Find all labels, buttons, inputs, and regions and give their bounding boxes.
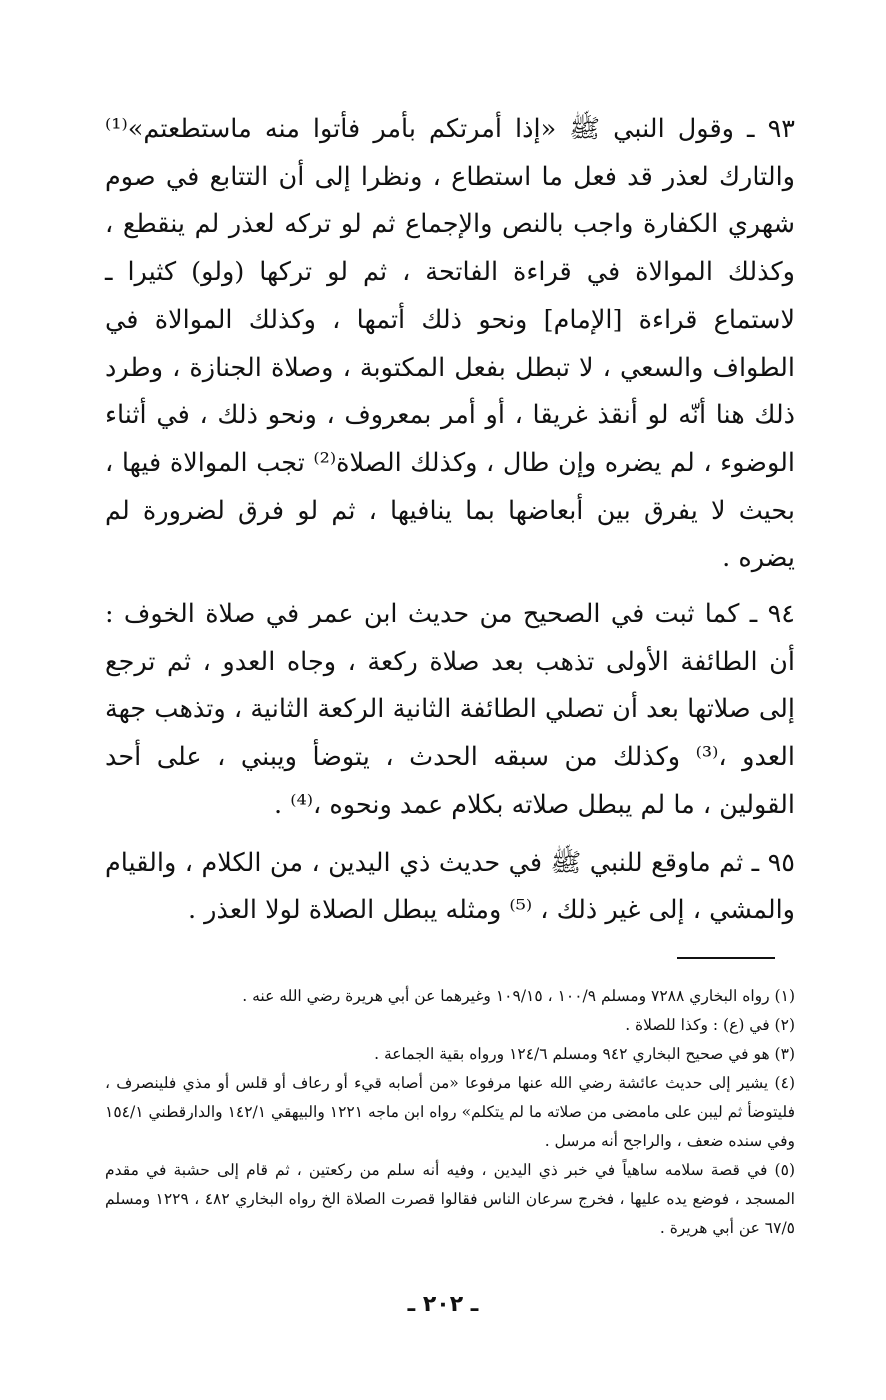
paragraph-93: ٩٣ ـ وقول النبي ﷺ «إذا أمرتكم بأمر فأتوا منه ماستطعتم»⁽¹⁾ والتارك لعذر قد فعل ما استطاع ، ونظرا إلى أن التتابع في صوم شهري الكفارة واجب بالنص والإجماع ثم لو تركه لعذر لم ينقطع ، وكذلك الموالاة في قراءة الفاتحة ، ثم لو تركها (ولو) كثيرا ـ لاستماع قراءة [الإمام] ونحو ذلك أتمها ، وكذلك الموالاة في الطواف والسعي ، لا تبطل بفعل المكتوبة ، وصلاة الجنازة ، وطرد ذلك هنا أنّه لو أنقذ غريقا ، أو أمر بمعروف ، ونحو ذلك ، في أثناء الوضوء ، لم يضره وإن طال ، وكذلك الصلاة⁽²⁾ تجب الموالاة فيها ، بحيث لا يفرق بين أبعاضها بما ينافيها ، ثم لو فرق لضرورة لم يضره . xyxy=(105,114,795,574)
paragraph-94: ٩٤ ـ كما ثبت في الصحيح من حديث ابن عمر في صلاة الخوف : أن الطائفة الأولى تذهب بعد صلاة ركعة ، وجاه العدو ، ثم ترجع إلى صلاتها بعد أن تصلي الطائفة الثانية الركعة الثانية ، وتذهب جهة العدو ،⁽³⁾ وكذلك من سبقه الحدث ، يتوضأ ويبني ، على أحد القولين ، ما لم يبطل صلاته بكلام عمد ونحوه ،⁽⁴⁾ . xyxy=(105,599,795,820)
page-number: ـ ٢٠٢ ـ xyxy=(407,1292,479,1317)
footnote-2: (٢) في (ع) : وكذا للصلاة . xyxy=(625,1016,795,1034)
footnote-1: (١) رواه البخاري ٧٢٨٨ ومسلم ١٠٠/٩ ، ١٠٩/١٥ وغيرهما عن أبي هريرة رضي الله عنه . xyxy=(242,987,795,1005)
footnote-separator xyxy=(677,957,775,959)
paragraph-95: ٩٥ ـ ثم ماوقع للنبي ﷺ في حديث ذي اليدين ، من الكلام ، والقيام والمشي ، إلى غير ذلك ، ⁽⁵⁾ ومثله يبطل الصلاة لولا العذر . xyxy=(105,847,795,926)
main-text xyxy=(105,106,795,935)
footnote-5: (٥) في قصة سلامه ساهياً في خبر ذي اليدين ، وفيه أنه سلم من ركعتين ، ثم قام إلى حشبة في مقدم المسجد ، فوضع يده عليها ، فخرج سرعان الناس فقالوا قصرت الصلاة الخ رواه البخاري ٤٨٢ ، ١٢٢٩ ومسلم ٦٧/٥ عن أبي هريرة . xyxy=(105,1161,795,1237)
footnote-4: (٤) يشير إلى حديث عائشة رضي الله عنها مرفوعا «من أصابه قيء أو رعاف أو قلس أو مذي فلينصرف ، فليتوضأ ثم ليبن على مامضى من صلاته ما لم يتكلم» رواه ابن ماجه ١٢٢١ والبيهقي ١٤٢/١ والدارقطني ١٥٤/١ وفي سنده ضعف ، والراجح أنه مرسل . xyxy=(105,1074,795,1150)
footnotes xyxy=(105,982,795,1243)
footnote-3: (٣) هو في صحيح البخاري ٩٤٢ ومسلم ١٢٤/٦ ورواه بقية الجماعة . xyxy=(374,1045,795,1063)
